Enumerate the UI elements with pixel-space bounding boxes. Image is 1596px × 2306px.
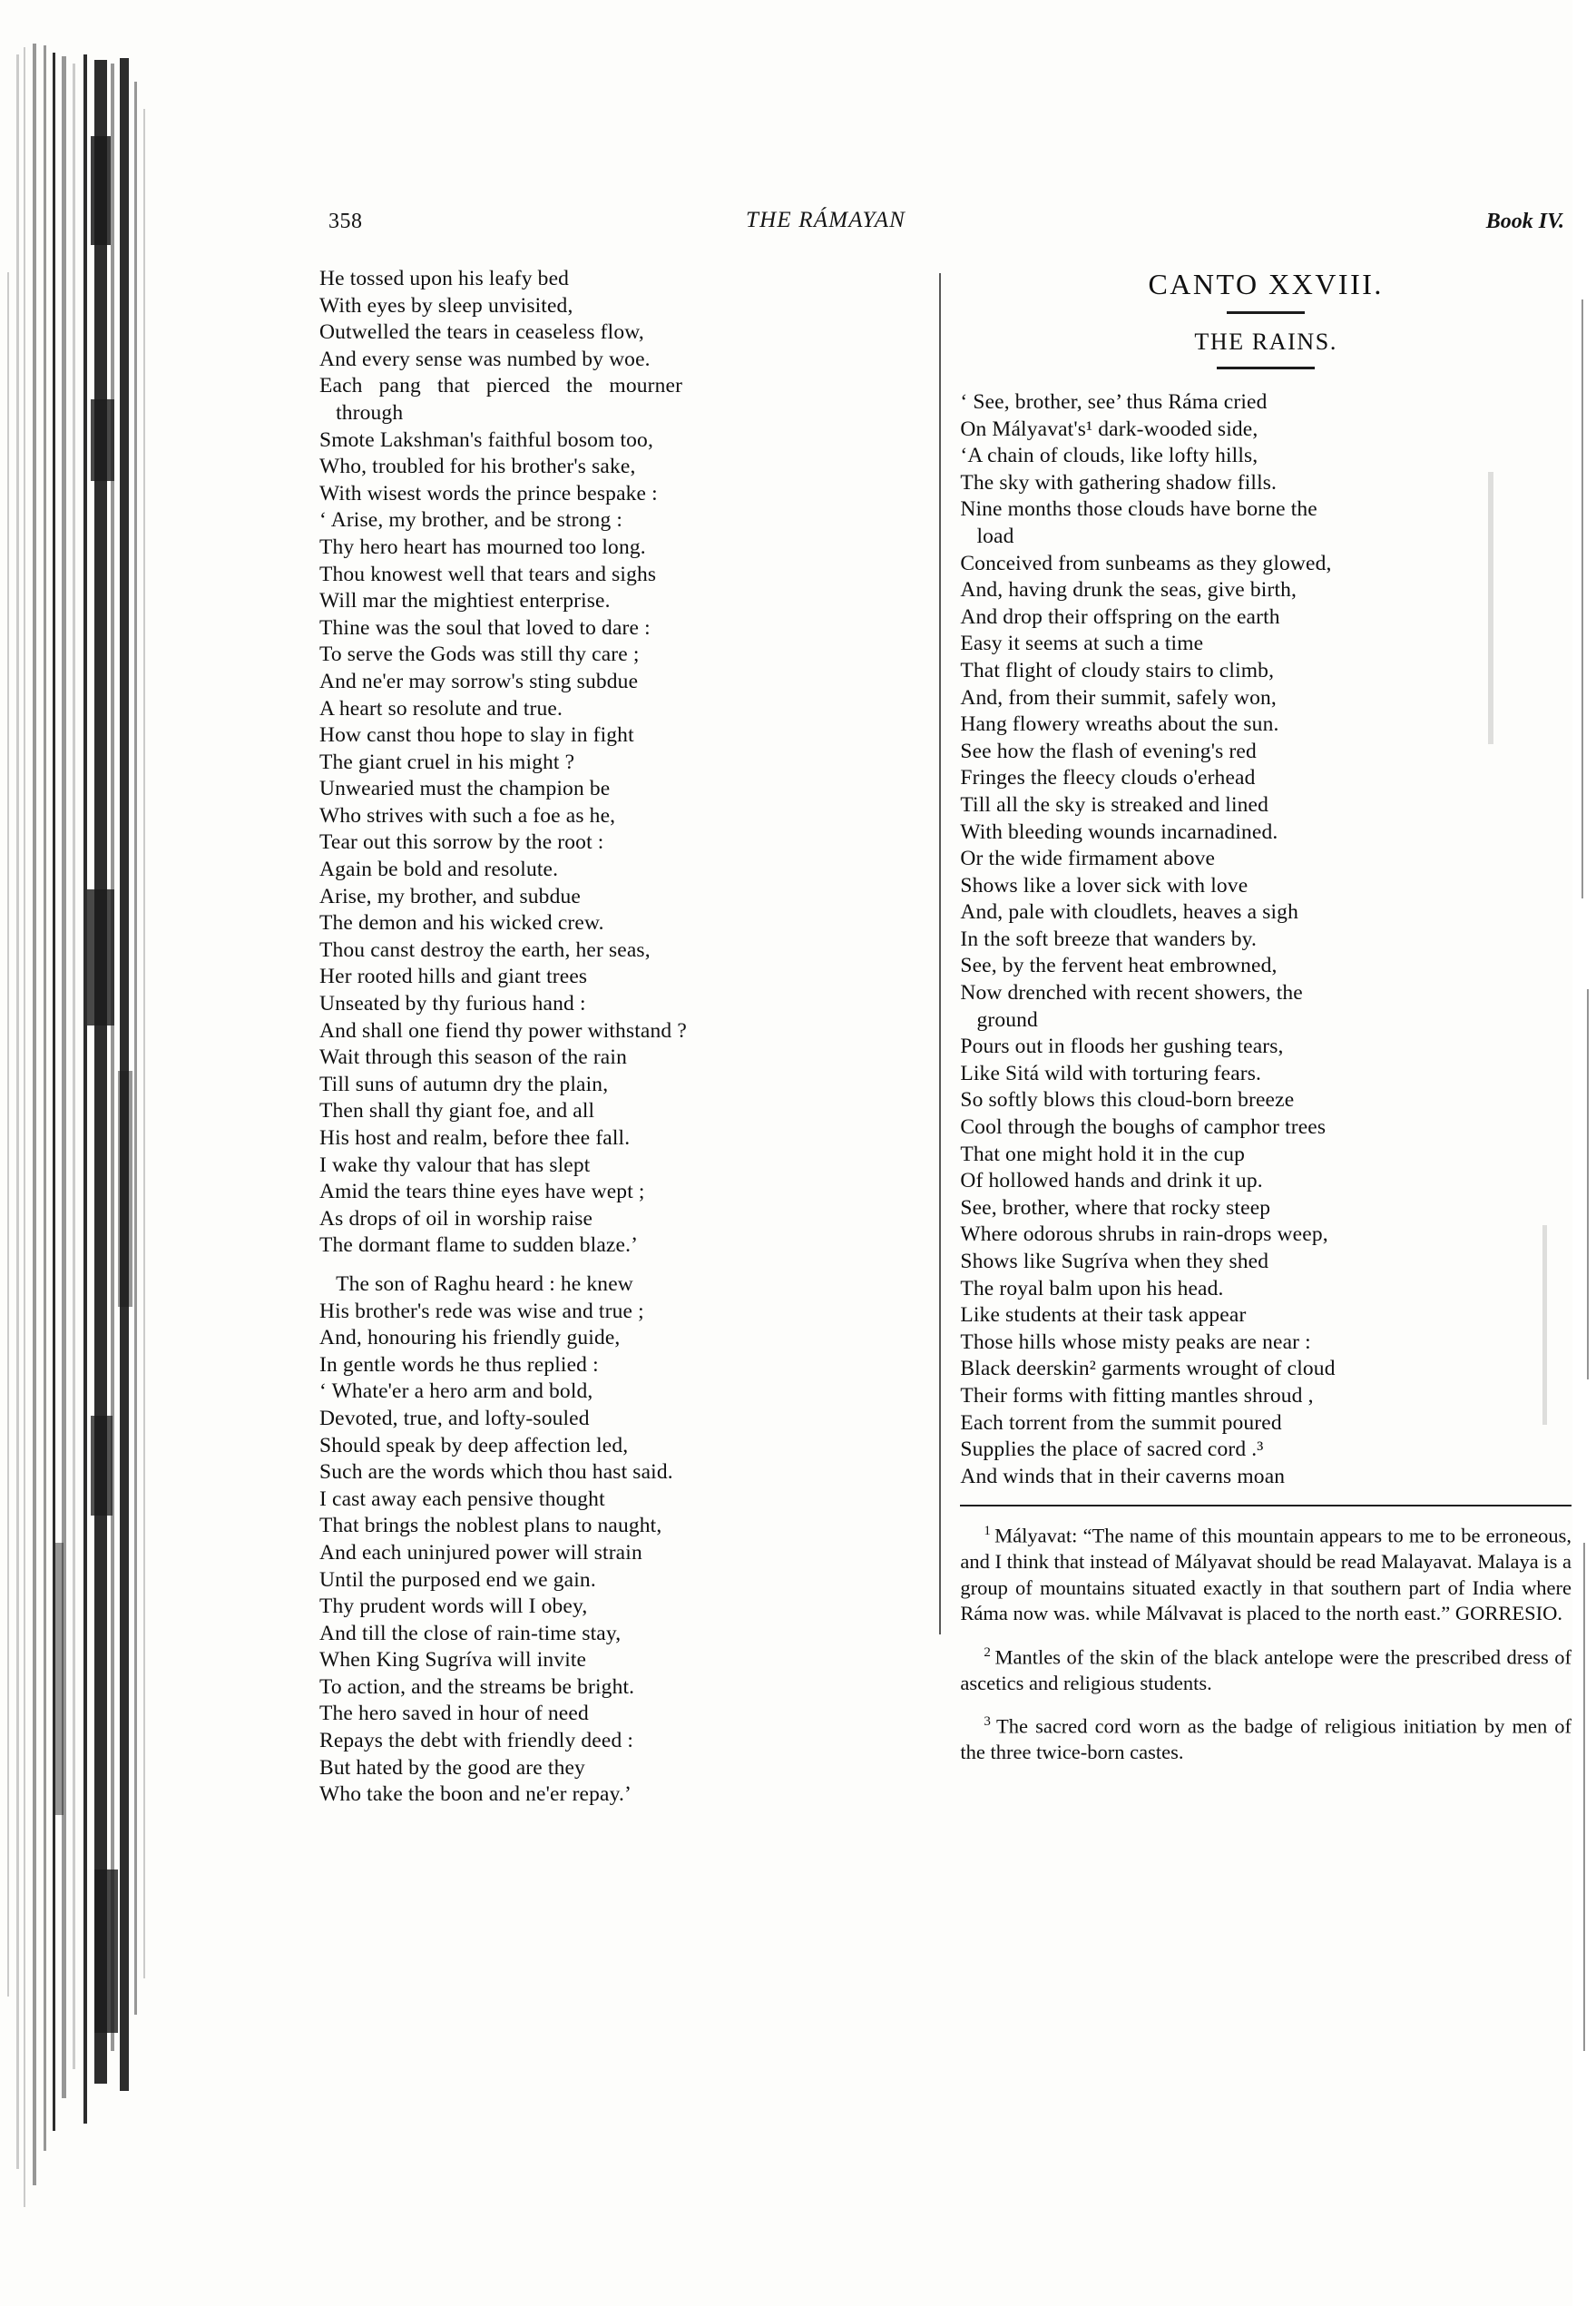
verse-line: And every sense was numbed by woe.: [319, 347, 651, 371]
verse-line: Pours out in floods her gushing tears,: [960, 1035, 1284, 1059]
left-column: [319, 266, 927, 1809]
verse-line: His host and realm, before thee fall.: [319, 1126, 631, 1150]
verse-line: Smote Lakshman's faithful bosom too,: [319, 427, 653, 452]
verse-line: That brings the noblest plans to naught,: [319, 1514, 662, 1538]
verse-line: Each torrent from the summit poured: [960, 1410, 1282, 1435]
verse-line: Outwelled the tears in ceaseless flow,: [319, 320, 644, 345]
verse-line: To action, and the streams be bright.: [319, 1674, 635, 1699]
canto-subtitle: THE RAINS.: [1194, 329, 1337, 355]
verse-line: And, pale with cloudlets, heaves a sigh: [960, 900, 1298, 925]
verse-line: Conceived from sunbeams as they glowed,: [960, 551, 1332, 575]
verse-line: Those hills whose misty peaks are near :: [960, 1330, 1311, 1354]
verse-line: Cool through the boughs of camphor trees: [960, 1115, 1327, 1140]
verse-line: Who, troubled for his brother's sake,: [319, 455, 636, 479]
verse-line: And each uninjured power will strain: [319, 1540, 642, 1565]
scan-edge-artifacts: [1572, 0, 1596, 2306]
verse-line: In the soft breeze that wanders by.: [960, 927, 1258, 951]
verse-line: Such are the words which thou hast said.: [319, 1460, 673, 1485]
verse-line: Supplies the place of sacred cord .³: [960, 1438, 1264, 1462]
verse-line: Nine months those clouds have borne the: [960, 497, 1317, 522]
verse-line: With eyes by sleep unvisited,: [319, 293, 573, 318]
verse-line: But hated by the good are they: [319, 1755, 585, 1780]
verse-line: And shall one fiend thy power withstand ?: [319, 1018, 687, 1043]
verse-line: Again be bold and resolute.: [319, 858, 559, 882]
verse-line: The son of Raghu heard : he knew: [319, 1271, 633, 1296]
verse-line: That flight of cloudy stairs to climb,: [960, 658, 1275, 682]
verse-line: Wait through this season of the rain: [319, 1045, 627, 1070]
scan-gutter-artifacts: [0, 0, 227, 2306]
verse-line: Unseated by thy furious hand :: [319, 992, 586, 1016]
verse-line: And, having drunk the seas, give birth,: [960, 578, 1297, 603]
verse-line: Then shall thy giant foe, and all: [319, 1099, 595, 1124]
verse-line: See, brother, where that rocky steep: [960, 1195, 1271, 1220]
page-number: 358: [328, 210, 363, 233]
verse-line: And ne'er may sorrow's sting subdue: [319, 669, 639, 693]
verse-line: The royal balm upon his head.: [960, 1276, 1224, 1300]
verse-line: The sky with gathering shadow fills.: [960, 470, 1278, 495]
two-column-body: [319, 266, 1572, 1809]
verse-line: Their forms with fitting mantles shroud ,: [960, 1383, 1314, 1408]
footnote-separator-rule: [960, 1505, 1572, 1506]
verse-line: Each pang that pierced the mourner: [319, 374, 683, 398]
verse-line: Now drenched with recent showers, the: [960, 981, 1303, 1006]
verse-line: Like Sitá wild with torturing fears.: [960, 1061, 1262, 1085]
verse-line: Her rooted hills and giant trees: [319, 965, 588, 989]
verse-line: ‘ See, brother, see’ thus Ráma cried: [960, 390, 1268, 414]
verse-line: Thy hero heart has mourned too long.: [319, 535, 646, 559]
verse-line: The giant cruel in his might ?: [319, 750, 575, 774]
verse-line: The hero saved in hour of need: [319, 1702, 589, 1726]
footnote-block: [960, 1518, 1572, 1766]
verse-line: Of hollowed hands and drink it up.: [960, 1169, 1263, 1193]
left-verse-stanza-one: [319, 266, 904, 1260]
verse-line: And drop their offspring on the earth: [960, 604, 1280, 629]
verse-line: And winds that in their caverns moan: [960, 1464, 1286, 1488]
verse-line: Fringes the fleecy clouds o'erhead: [960, 766, 1256, 790]
verse-line: He tossed upon his leafy bed: [319, 267, 570, 290]
running-title: THE RÁMAYAN: [746, 208, 906, 232]
verse-line: See how the flash of evening's red: [960, 739, 1257, 763]
verse-line: Easy it seems at such a time: [960, 632, 1204, 656]
verse-line: I wake thy valour that has slept: [319, 1153, 591, 1177]
canto-heading-rule: [1227, 311, 1305, 314]
verse-line: And, from their summit, safely won,: [960, 685, 1277, 710]
verse-line: See, by the fervent heat embrowned,: [960, 954, 1278, 978]
verse-line: Tear out this sorrow by the root :: [319, 830, 604, 855]
verse-line: A heart so resolute and true.: [319, 696, 563, 721]
right-verse: [960, 389, 1572, 1490]
verse-line: Who strives with such a foe as he,: [319, 803, 616, 828]
book-label: Book IV.: [1485, 210, 1564, 233]
verse-line: Who take the boon and ne'er repay.’: [319, 1782, 632, 1807]
verse-line: Thy prudent words will I obey,: [319, 1595, 588, 1619]
verse-line: I cast away each pensive thought: [319, 1487, 605, 1511]
verse-line: Like students at their task appear: [960, 1303, 1247, 1328]
verse-line: load: [960, 524, 1014, 548]
verse-line: Devoted, true, and lofty-souled: [319, 1406, 590, 1430]
verse-line: In gentle words he thus replied :: [319, 1352, 599, 1377]
verse-line: Shows like a lover sick with love: [960, 873, 1248, 898]
footnote-text: Mantles of the skin of the black antelope were the prescribed dress of ascetics and religious students.: [960, 1645, 1572, 1694]
footnote-text: Mályavat: “The name of this mountain appears to me to be erroneous, and I think that instead of Mályavat should be read Malayavat. Malaya is a group of mountains situated exactly in that southern part of India where Ráma now was. while Málvavat is placed to the north east.” GORRESIO.: [960, 1524, 1572, 1625]
verse-line: ‘ Whate'er a hero arm and bold,: [319, 1379, 593, 1404]
verse-line: Where odorous shrubs in rain-drops weep,: [960, 1222, 1328, 1247]
footnote-marker: 1: [984, 1524, 995, 1539]
verse-line: ‘A chain of clouds, like lofty hills,: [960, 444, 1258, 468]
verse-line: So softly blows this cloud-born breeze: [960, 1088, 1295, 1113]
verse-line: Thou knowest well that tears and sighs: [319, 562, 657, 586]
verse-line: Thine was the soul that loved to dare :: [319, 615, 651, 640]
verse-line: Will mar the mightiest enterprise.: [319, 589, 611, 613]
printed-text-block: [319, 204, 1572, 2183]
verse-line: Repays the debt with friendly deed :: [319, 1729, 634, 1753]
verse-line: Thou canst destroy the earth, her seas,: [319, 937, 651, 962]
verse-line: His brother's rede was wise and true ;: [319, 1299, 644, 1323]
verse-line: When King Sugríva will invite: [319, 1648, 587, 1673]
verse-line: On Mályavat's¹ dark-wooded side,: [960, 417, 1258, 441]
footnote-marker: 2: [984, 1644, 995, 1660]
verse-line: Until the purposed end we gain.: [319, 1567, 596, 1592]
verse-line: Arise, my brother, and subdue: [319, 884, 581, 908]
verse-line: Unwearied must the champion be: [319, 777, 611, 801]
verse-line: through: [319, 400, 404, 425]
verse-line: ‘ Arise, my brother, and be strong :: [319, 508, 623, 533]
footnote: [960, 1518, 1572, 1627]
verse-line: That one might hold it in the cup: [960, 1142, 1246, 1166]
verse-line: The dormant flame to sudden blaze.’: [319, 1233, 639, 1258]
verse-line: ground: [960, 1007, 1038, 1032]
verse-line: The demon and his wicked crew.: [319, 911, 604, 936]
verse-line: As drops of oil in worship raise: [319, 1206, 593, 1231]
verse-line: Till all the sky is streaked and lined: [960, 792, 1269, 817]
verse-line: With bleeding wounds incarnadined.: [960, 819, 1278, 844]
canto-subtitle-rule: [1217, 367, 1315, 369]
verse-line: Amid the tears thine eyes have wept ;: [319, 1180, 645, 1204]
verse-line: Shows like Sugríva when they shed: [960, 1250, 1269, 1273]
verse-line: Or the wide firmament above: [960, 847, 1216, 871]
verse-line: To serve the Gods was still thy care ;: [319, 643, 640, 667]
footnote-text: The sacred cord worn as the badge of religious initiation by men of the three twice-born castes.: [960, 1714, 1572, 1764]
verse-line: Till suns of autumn dry the plain,: [319, 1072, 609, 1096]
running-head: [319, 204, 1572, 246]
verse-line: With wisest words the prince bespake :: [319, 481, 658, 505]
verse-line: And, honouring his friendly guide,: [319, 1326, 621, 1350]
verse-line: Should speak by deep affection led,: [319, 1433, 629, 1457]
footnote-marker: 3: [984, 1714, 997, 1730]
left-verse-stanza-two: [319, 1271, 904, 1809]
verse-line: Hang flowery wreaths about the sun.: [960, 712, 1279, 737]
verse-line: And till the close of rain-time stay,: [319, 1621, 622, 1645]
verse-line: Black deerskin² garments wrought of cloud: [960, 1357, 1336, 1381]
footnote: [960, 1709, 1572, 1766]
right-column: [927, 266, 1572, 1809]
verse-line: How canst thou hope to slay in fight: [319, 723, 634, 748]
canto-heading: CANTO XXVIII.: [1148, 268, 1384, 300]
footnote: [960, 1640, 1572, 1697]
